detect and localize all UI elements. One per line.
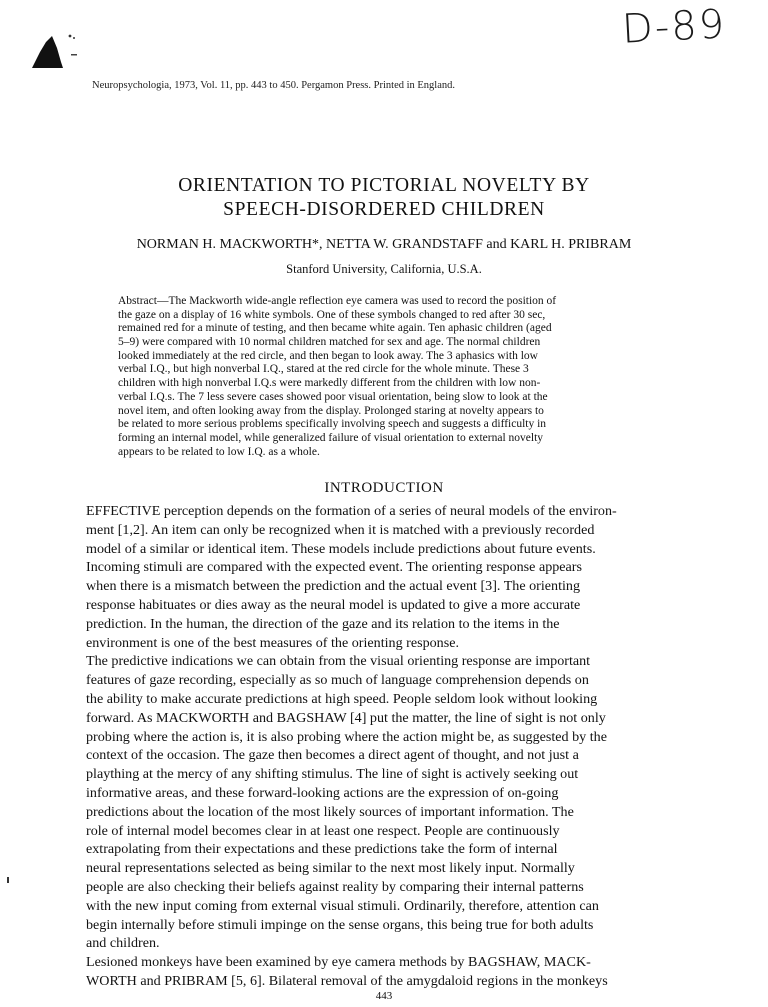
paper-title [60, 174, 708, 222]
abstract-line: forming an internal model, while generalized failure of visual orientation to external novelty [118, 431, 544, 444]
introduction-body [86, 502, 672, 991]
affiliation: Stanford University, California, U.S.A. [286, 262, 482, 276]
body-line: response habituates or dies away as the neural model is updated to give a more accurate [86, 596, 581, 613]
abstract-line: the gaze on a display of 16 white symbols. One of these symbols changed to red after 30 sec, [118, 308, 546, 321]
section-heading-introduction: INTRODUCTION [324, 480, 444, 496]
title-line: ORIENTATION TO PICTORIAL NOVELTY BY [178, 175, 590, 196]
journal-citation: Neuropsychologia, 1973, Vol. 11, pp. 443 to 450. Pergamon Press. Printed in England. [92, 80, 456, 91]
body-line: features of gaze recording, especially as so much of language comprehension depends on [86, 672, 589, 689]
body-line: role of internal model becomes clear in at least one respect. People are continuously [86, 822, 560, 839]
abstract-line: looked immediately at the red circle, and then began to look away. The 3 aphasics with low [118, 349, 538, 362]
scan-speck-icon [30, 28, 84, 72]
body-line: environment is one of the best measures of the orienting response. [86, 634, 459, 651]
handwritten-catalog-mark: D-89 [620, 1, 728, 53]
abstract-line: appears to be related to low I.Q. as a whole. [118, 445, 320, 458]
body-line: neural representations selected as being similar to the next most likely input. Normally [86, 860, 575, 877]
body-line: the ability to make accurate predictions at high speed. People seldom look without looking [86, 690, 598, 707]
body-line: context of the occasion. The gaze then becomes a direct agent of thought, and not just a [86, 747, 579, 764]
abstract-line: 5–9) were compared with 10 normal children matched for sex and age. The normal children [118, 336, 541, 349]
abstract-line: remained red for a minute of testing, and then became white again. Ten aphasic children (aged [118, 322, 552, 335]
abstract-line: children with high nonverbal I.Q.s were markedly different from the children with low non- [118, 377, 541, 390]
body-line: ment [1,2]. An item can only be recognized when it is matched with a previously recorded [86, 521, 595, 538]
title-line: SPEECH-DISORDERED CHILDREN [223, 199, 545, 220]
body-line: extrapolating from their expectations and these predictions take the form of internal [86, 841, 558, 858]
body-line: EFFECTIVE perception depends on the formation of a series of neural models of the environ- [86, 503, 617, 519]
body-line: Lesioned monkeys have been examined by eye camera methods by BAGSHAW, MACK- [86, 954, 591, 971]
authors: NORMAN H. MACKWORTH*, NETTA W. GRANDSTAFF and KARL H. PRIBRAM [136, 237, 632, 252]
body-line: Incoming stimuli are compared with the expected event. The orienting response appears [86, 559, 582, 576]
body-line: The predictive indications we can obtain from the visual orienting response are important [86, 653, 591, 670]
body-line: forward. As MACKWORTH and BAGSHAW [4] put the matter, the line of sight is not only [86, 709, 606, 726]
body-line: begin internally before stimuli impinge on the sense organs, this being true for both adults [86, 916, 594, 933]
body-line: plaything at the mercy of any shifting stimulus. The line of sight is actively seeking out [86, 766, 579, 783]
body-line: with the new input coming from external visual stimuli. Ordinarily, therefore, attention can [86, 897, 599, 914]
body-line: model of a similar or identical item. These models include predictions about future events. [86, 540, 596, 557]
body-line: WORTH and PRIBRAM [5, 6]. Bilateral removal of the amygdaloid regions in the monkeys [86, 972, 608, 989]
abstract [118, 295, 648, 459]
body-line: prediction. In the human, the direction of the gaze and its relation to the items in the [86, 615, 560, 632]
body-line: people are also checking their beliefs against reality by comparing their internal patterns [86, 878, 584, 895]
body-line: probing where the action is, it is also probing where the action might be, as suggested by the [86, 728, 607, 745]
margin-mark [7, 877, 9, 883]
abstract-line: verbal I.Q.s. The 7 less severe cases showed poor visual orientation, being slow to look at the [118, 390, 548, 403]
body-line: and children. [86, 935, 160, 952]
body-line: informative areas, and these forward-looking actions are the expression of on-going [86, 784, 559, 801]
abstract-line: verbal I.Q., but high nonverbal I.Q., stared at the red circle for the whole minute. These 3 [118, 363, 529, 376]
abstract-line: Abstract—The Mackworth wide-angle reflection eye camera was used to record the position of [118, 295, 557, 307]
page-number: 443 [375, 990, 393, 1002]
abstract-line: novel item, and often looking away from the display. Prolonged staring at novelty appears to [118, 404, 544, 417]
body-line: when there is a mismatch between the prediction and the actual event [3]. The orienting [86, 578, 581, 595]
body-line: predictions about the location of the most likely sources of important information. The [86, 803, 574, 820]
abstract-line: be related to more serious problems specifically involving speech and suggests a difficulty in [118, 418, 547, 431]
